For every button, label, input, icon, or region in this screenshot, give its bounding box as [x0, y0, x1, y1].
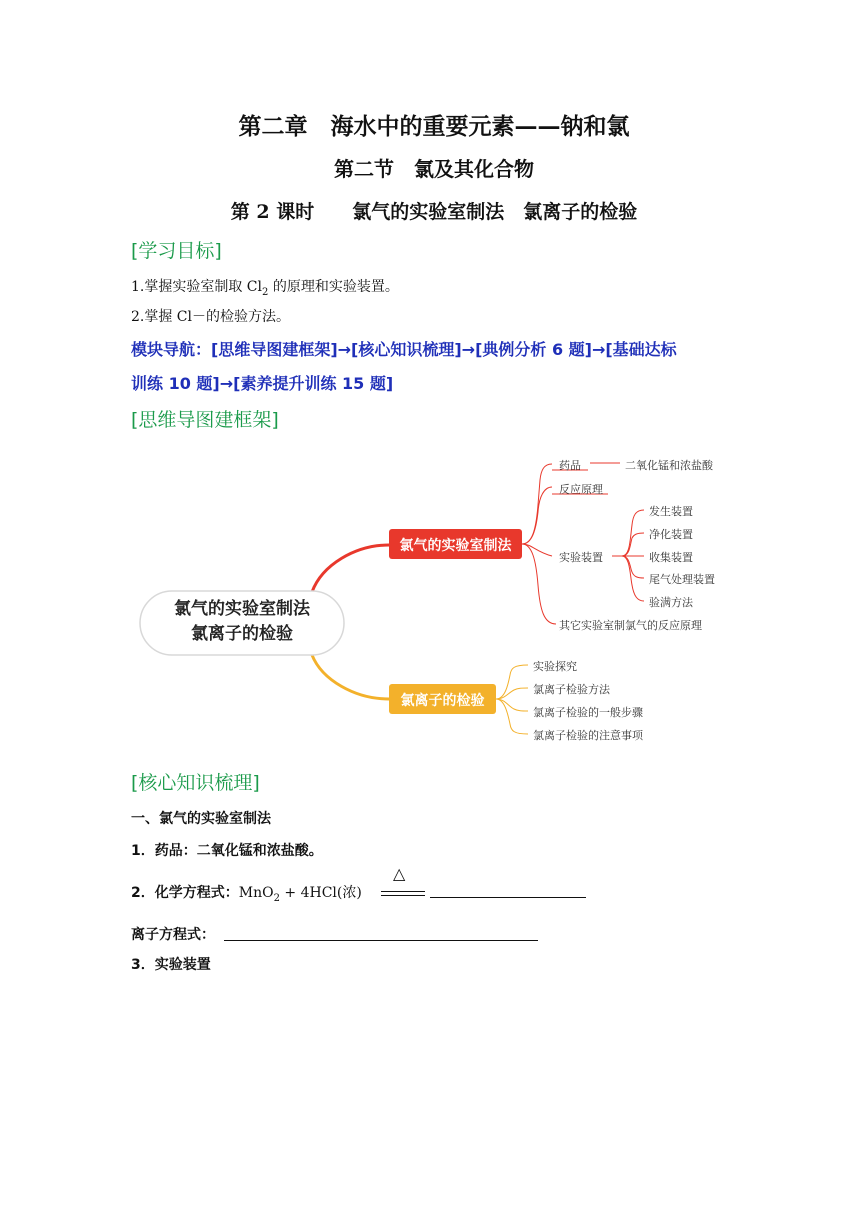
b2-link-4 [496, 699, 528, 734]
root-line-2: 氯离子的检验 [191, 624, 293, 644]
core-heading: [核心知识梳理] [131, 772, 260, 794]
b2-item-2: 氯离子检验方法 [533, 683, 610, 696]
core-item-2 [131, 882, 362, 904]
b2-item-1: 实验探究 [533, 660, 577, 673]
equation-reactant-2: + 4HCl(浓) [279, 885, 362, 901]
module-nav-line1: 模块导航：[思维导图建框架]→[核心知识梳理]→[典例分析 6 题]→[基础达标 [131, 340, 677, 359]
equation-reactant-1: MnO [238, 885, 274, 901]
part1-title: 一、氯气的实验室制法 [131, 811, 271, 827]
b1-item-other: 其它实验室制氯气的反应原理 [559, 619, 702, 632]
ionic-equation-label: 离子方程式： [131, 927, 215, 943]
b1-item-principle: 反应原理 [559, 483, 603, 496]
apparatus-item-5: 验满方法 [649, 596, 693, 609]
objective-2: 2.掌握 Cl－的检验方法。 [131, 309, 290, 325]
mindmap-heading: [思维导图建框架] [131, 409, 279, 431]
apparatus-link-5 [622, 556, 644, 601]
objective-1-prefix: 1.掌握实验室制取 Cl [131, 279, 262, 295]
apparatus-link-4 [622, 556, 644, 578]
lesson-title: 第 2 课时 氯气的实验室制法 氯离子的检验 [230, 201, 638, 223]
branch1-label: 氯气的实验室制法 [399, 538, 512, 554]
b2-item-4: 氯离子检验的注意事项 [533, 729, 643, 742]
root-node-label [140, 597, 344, 647]
core-item-1: 1．药品：二氧化锰和浓盐酸。 [131, 843, 323, 859]
objective-1-subscript: 2 [262, 286, 269, 298]
b1-link-drug [522, 464, 552, 544]
equation-blank[interactable] [430, 897, 586, 898]
apparatus-item-2: 净化装置 [649, 528, 693, 541]
equation-equals-top [381, 891, 425, 892]
objective-1-suffix: 的原理和实验装置。 [268, 279, 399, 295]
apparatus-item-3: 收集装置 [649, 551, 693, 564]
root-to-branch2-connector [312, 655, 389, 699]
equation-label: 2．化学方程式： [131, 885, 239, 901]
equation-subscript: 2 [273, 892, 280, 904]
b2-item-3: 氯离子检验的一般步骤 [533, 706, 643, 719]
apparatus-item-4: 尾气处理装置 [649, 573, 715, 586]
heat-symbol: △ [393, 864, 406, 883]
objectives-heading: [学习目标] [131, 240, 222, 262]
section-title: 第二节 氯及其化合物 [334, 157, 534, 181]
b1-drug-detail: 二氧化锰和浓盐酸 [625, 459, 713, 472]
branch2-label: 氯离子的检验 [400, 693, 485, 709]
b1-item-drug: 药品 [559, 459, 581, 472]
apparatus-item-1: 发生装置 [649, 505, 693, 518]
module-nav-line2: 训练 10 题]→[素养提升训练 15 题] [131, 374, 394, 393]
ionic-equation-blank[interactable] [224, 940, 538, 941]
b2-link-1 [496, 665, 528, 699]
root-to-branch1-connector [312, 545, 389, 592]
core-item-3: 3．实验装置 [131, 957, 211, 973]
root-line-1: 氯气的实验室制法 [174, 599, 310, 619]
chapter-title: 第二章 海水中的重要元素——钠和氯 [238, 113, 630, 140]
b1-item-apparatus: 实验装置 [559, 551, 603, 564]
apparatus-link-2 [622, 533, 644, 556]
equation-equals-bottom [381, 895, 425, 896]
